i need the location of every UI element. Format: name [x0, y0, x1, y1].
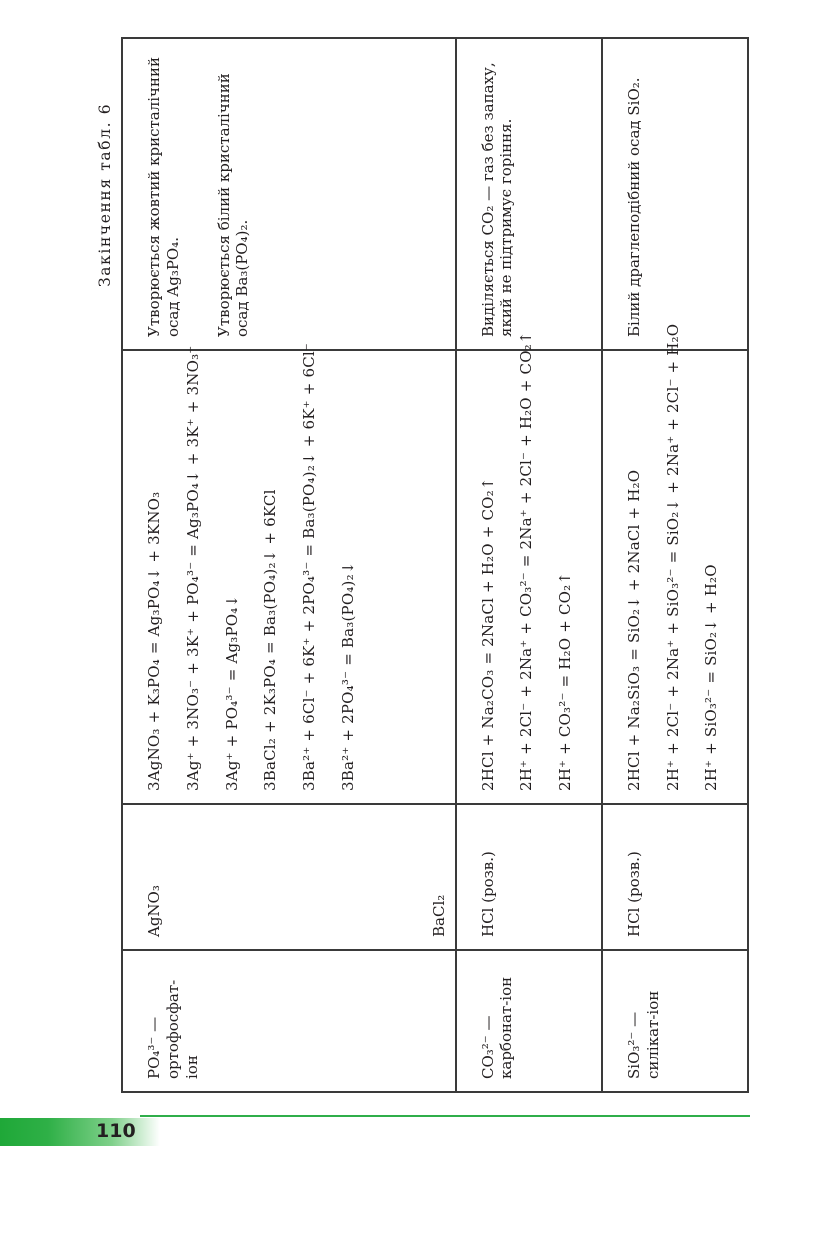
observation-cell: [122, 38, 456, 350]
table-row: [602, 38, 748, 1092]
ion-cell: [456, 950, 602, 1092]
reactions-table: [121, 37, 749, 1093]
ion-name: PO₄³⁻ — ортофосфат-іон: [145, 979, 201, 1079]
equation-line: 2H⁺ + 2Cl⁻ + 2Na⁺ + SiO₃²⁻ = SiO₂↓ + 2Na⁺ + 2Cl⁻ + H₂O: [663, 323, 682, 791]
equation-line: 3Ba²⁺ + 6Cl⁻ + 6K⁺ + 2PO₄³⁻ = Ba₃(PO₄)₂↓ + 6K⁺ + 6Cl⁻: [300, 342, 318, 791]
equation-line: 3Ba²⁺ + 2PO₄³⁻ = Ba₃(PO₄)₂↓: [338, 561, 357, 791]
equation-line: 3Ag⁺ + 3NO₃⁻ + 3K⁺ + PO₄³⁻ = Ag₃PO₄↓ + 3K⁺ + 3NO₃⁻: [183, 345, 202, 791]
observation-text: Білий драглеподібний осад SiO₂.: [624, 77, 643, 337]
table-caption: Закінчення табл. 6: [96, 102, 114, 288]
reagent-label: HCl (розв.): [624, 851, 643, 937]
reagent-label: HCl (розв.): [478, 851, 497, 937]
equation-cell: [456, 331, 602, 804]
equation-line: 2H⁺ + 2Cl⁻ + 2Na⁺ + CO₃²⁻ = 2Na⁺ + 2Cl⁻ + H₂O + CO₂↑: [517, 331, 536, 791]
observation-text: Утворюється білий кристалічний осад Ba₃(PO₄)₂.: [214, 73, 252, 337]
table-row: [456, 38, 602, 1092]
equation-cell: [122, 342, 456, 804]
equation-line: 3BaCl₂ + 2K₃PO₄ = Ba₃(PO₄)₂↓ + 6KCl: [261, 489, 280, 791]
page-number-bar: [0, 1118, 160, 1146]
equation-line: 2HCl + Na₂SiO₃ = SiO₂↓ + 2NaCl + H₂O: [624, 469, 643, 791]
observation-cell: [456, 38, 602, 350]
reagent-label: AgNO₃: [145, 885, 163, 937]
observation-cell: [602, 38, 748, 350]
equation-line: 2H⁺ + SiO₃²⁻ = SiO₂↓ + H₂O: [702, 564, 721, 791]
reagent-label: BaCl₂: [429, 894, 448, 937]
equation-line: 2H⁺ + CO₃²⁻ = H₂O + CO₂↑: [556, 571, 574, 791]
equation-line: 3AgNO₃ + K₃PO₄ = Ag₃PO₄↓ + 3KNO₃: [145, 491, 163, 791]
page-divider-line: [140, 1115, 750, 1117]
reagent-cell: [456, 804, 602, 950]
ion-cell: [122, 950, 456, 1092]
ion-name: CO₃²⁻ — карбонат-іон: [478, 976, 516, 1079]
equation-line: 3Ag⁺ + PO₄³⁻ = Ag₃PO₄↓: [222, 594, 241, 791]
rotated-table-frame: [121, 57, 721, 1093]
reagent-cell: [602, 804, 748, 950]
observation-text: Виділяється CO₂ — газ без запаху, який не підтримує горіння.: [478, 62, 516, 337]
ion-cell: [602, 950, 748, 1092]
equation-line: 2HCl + Na₂CO₃ = 2NaCl + H₂O + CO₂↑: [478, 477, 497, 791]
equation-cell: [602, 323, 748, 804]
rotated-table-content: [121, 57, 721, 1093]
reagent-cell: [122, 804, 456, 950]
ion-name: SiO₃²⁻ — силікат-іон: [624, 990, 662, 1079]
page-number: 110: [96, 1120, 136, 1142]
table-row: [122, 38, 456, 1092]
observation-text: Утворюється жовтий кристалічний осад Ag₃PO₄.: [145, 57, 182, 337]
